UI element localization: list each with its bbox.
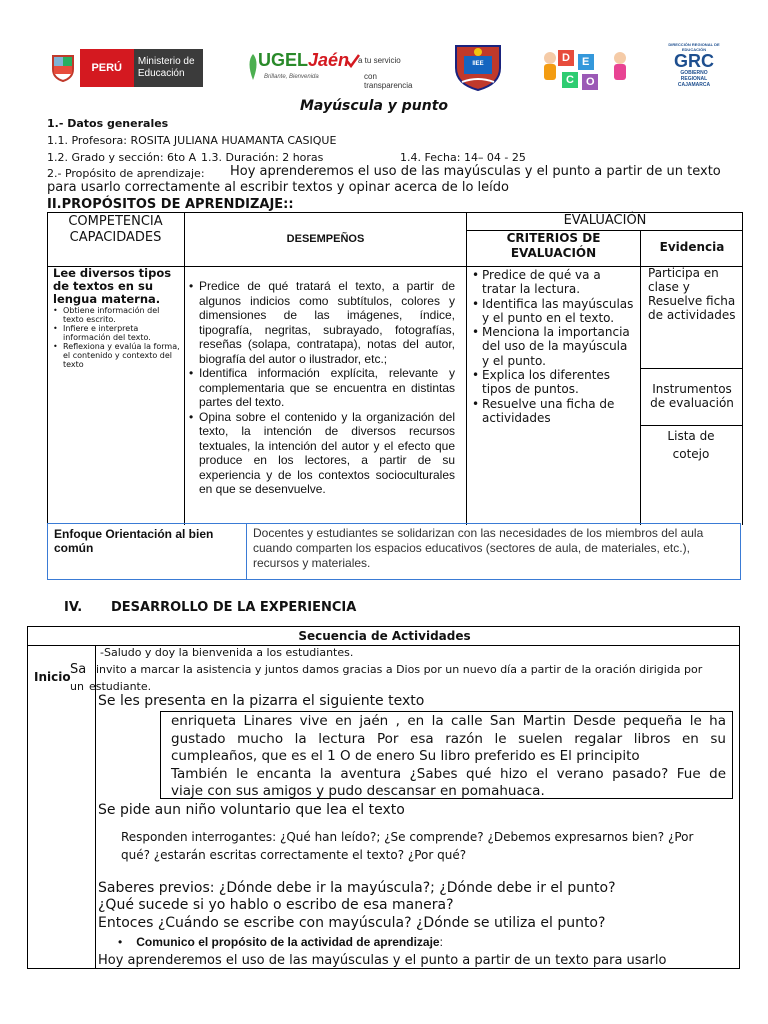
grc-top-text: DIRECCIÓN REGIONAL DE EDUCACIÓN (668, 42, 720, 52)
grc-bottom-text: GOBIERNO REGIONAL CAJAMARCA (677, 70, 711, 88)
criterios-header: CRITERIOS DE EVALUACIÓN (506, 231, 601, 260)
school-crest-icon (452, 42, 504, 92)
comunico-text: Comunico el propósito de la actividad de aprendizaje (136, 935, 440, 949)
school-crest (452, 42, 504, 92)
ugel-tagline-2: con transparencia (364, 72, 413, 90)
comunico-line: • Comunico el propósito de la actividad de aprendizaje: (118, 935, 443, 949)
texto-pizarra (160, 711, 733, 799)
invita-prefix-2: un (70, 680, 84, 693)
desempeno-item: • Predice de qué tratará el texto, a partir de algunos indicios como subtítulos, colores y dimensiones de las imágenes, índice, tipografía, negritas, subrayado, fotografías, reseñas (solapa, contratapa), notas del autor, biografía del autor o ilustrador, etc.; (189, 279, 455, 366)
grc-logo (668, 42, 720, 98)
capacidades-list (53, 306, 181, 369)
entoces-line: Entoces ¿Cuándo se escribe con mayúscula? ¿Dónde se utiliza el punto? (98, 915, 606, 931)
lista-cotejo-text: Lista de cotejo (667, 429, 715, 461)
invita-prefix: Sa (70, 662, 87, 677)
proposito-label: 2.- Propósito de aprendizaje: (47, 167, 205, 180)
responden-line-2: qué? ¿estarán escritas correctamente el texto? ¿Por qué? (121, 848, 467, 862)
ugel-tagline-1: a tu servicio (358, 56, 401, 65)
ugel-name: UGEL (258, 50, 309, 70)
page-title: Mayúscula y punto (300, 98, 449, 114)
texto-line: cumpleaños, que es el 1 O de enero Su libro preferido es El principito (171, 748, 640, 764)
competencia-text: Lee diversos tipos de textos en su lengua materna. (53, 266, 172, 306)
evidencia-text: Participa en clase y Resuelve ficha de actividades (648, 266, 736, 322)
peru-shield-icon (47, 49, 80, 87)
kids-illustration-icon (540, 46, 630, 96)
proposito-text-2: para usarlo correctamente al escribir textos y opinar acerca de lo leído (47, 180, 509, 195)
enfoque-box (47, 523, 741, 580)
texto-line: gustado mucho la lectura Por esa razón le suelen regalar libros en su (171, 730, 726, 747)
desempenos-header: DESEMPEÑOS (286, 233, 365, 245)
enfoque-text: Docentes y estudiantes se solidarizan con las necesidades de los miembros del aula cuando comparten los espacios educativos (sectores de aula, de materiales, etc.), recursos y materiales. (253, 526, 704, 570)
kids-letter-d: D (562, 52, 570, 64)
sucede-line: ¿Qué sucede si yo hablo o escribo de esa manera? (98, 897, 454, 913)
secuencia-header: Secuencia de Actividades (298, 629, 471, 643)
capacidad-item: • Infiere e interpreta información del texto. (53, 324, 181, 342)
desarrollo-heading: DESARROLLO DE LA EXPERIENCIA (111, 600, 357, 615)
kids-letter-e: E (582, 56, 590, 68)
hoy-line: Hoy aprenderemos el uso de las mayúsculas y el punto a partir de un texto para usarlo (98, 953, 667, 968)
evaluacion-header: EVALUACIÓN (563, 213, 647, 228)
propositos-table (47, 212, 743, 525)
inicio-label: Inicio (34, 670, 71, 684)
criterios-list (472, 268, 634, 425)
competencia-header: COMPETENCIA CAPACIDADES (68, 214, 163, 245)
grc-main-text: GRC (674, 51, 714, 71)
school-badge-label: IIEE (472, 61, 484, 67)
minedu-logo (47, 49, 203, 87)
responden-line: Responden interrogantes: ¿Qué han leído?; ¿Se comprende? ¿Debemos expresarnos bien? ¿Por (121, 830, 694, 844)
enfoque-label: Enfoque Orientación al bien común (54, 527, 214, 555)
proposito-text: Hoy aprenderemos el uso de las mayúsculas y el punto a partir de un texto (230, 164, 721, 179)
desempeno-item: • Identifica información explícita, relevante y complementaria que se encuentra en distintas partes del texto. (189, 366, 455, 410)
invita-line: invito a marcar la asistencia y juntos damos gracias a Dios por un nuevo día a partir de la oración dirigida por (96, 663, 703, 676)
profesora-line: 1.1. Profesora: ROSITA JULIANA HUAMANTA CASIQUE (47, 134, 337, 147)
peru-label: PERÚ (80, 49, 134, 87)
kids-letter-o: O (586, 76, 595, 88)
ugel-logo (246, 48, 424, 90)
grado-line: 1.2. Grado y sección: 6to A (47, 151, 197, 164)
fecha-line: 1.4. Fecha: 14– 04 - 25 (400, 151, 526, 164)
presenta-line: Se les presenta en la pizarra el siguiente texto (98, 693, 425, 709)
invita-line-2: estudiante. (89, 680, 152, 693)
texto-line: También le encanta la aventura ¿Sabes qué hizo el verano pasado? Fue de (171, 765, 726, 782)
saberes-line: Saberes previos: ¿Dónde debe ir la mayúscula?; ¿Dónde debe ir el punto? (98, 880, 616, 896)
ugel-motto: Brillante, Bienvenida (264, 74, 319, 80)
comunico-colon: : (439, 935, 443, 949)
criterio-item: • Resuelve una ficha de actividades (472, 397, 634, 426)
datos-heading: 1.- Datos generales (47, 117, 169, 130)
capacidad-item: • Obtiene información del texto escrito. (53, 306, 181, 324)
instrumentos-text: Instrumentos de evaluación (650, 382, 734, 410)
pide-line: Se pide aun niño voluntario que lea el texto (98, 802, 405, 818)
criterio-item: • Identifica las mayúsculas y el punto en el texto. (472, 297, 634, 326)
texto-line: enriqueta Linares vive en jaén , en la calle San Martin Desde pequeña le ha (171, 713, 726, 729)
propositos-heading: II.PROPÓSITOS DE APRENDIZAJE:: (47, 197, 294, 212)
evidencia-header: Evidencia (659, 240, 725, 254)
texto-pizarra-content (171, 713, 726, 801)
desarrollo-number: IV. (64, 600, 83, 615)
desempeno-item: • Opina sobre el contenido y la organización del texto, la intención de diversos recursos textuales, la intención del autor y el efecto que produce en los lectores, a partir de su experiencia y de los contextos socioculturales en que se desenvuelve. (189, 410, 455, 497)
duracion-line: 1.3. Duración: 2 horas (201, 151, 324, 164)
kids-letter-c: C (566, 74, 574, 86)
ministerio-label: Ministerio de Educación (134, 49, 203, 87)
saludo-line: -Saludo y doy la bienvenida a los estudiantes. (100, 646, 354, 659)
criterio-item: • Explica los diferentes tipos de puntos. (472, 368, 634, 397)
capacidad-item: • Reflexiona y evalúa la forma, el contenido y contexto del texto (53, 342, 181, 369)
desempenos-list (189, 279, 455, 497)
ugel-city: Jaén (308, 50, 350, 70)
deco-kids-logo (540, 46, 630, 96)
criterio-item: • Predice de qué va a tratar la lectura. (472, 268, 634, 297)
criterio-item: • Menciona la importancia del uso de la mayúscula y el punto. (472, 325, 634, 368)
texto-line: viaje con sus amigos y pudo descansar en pomahuaca. (171, 783, 545, 799)
